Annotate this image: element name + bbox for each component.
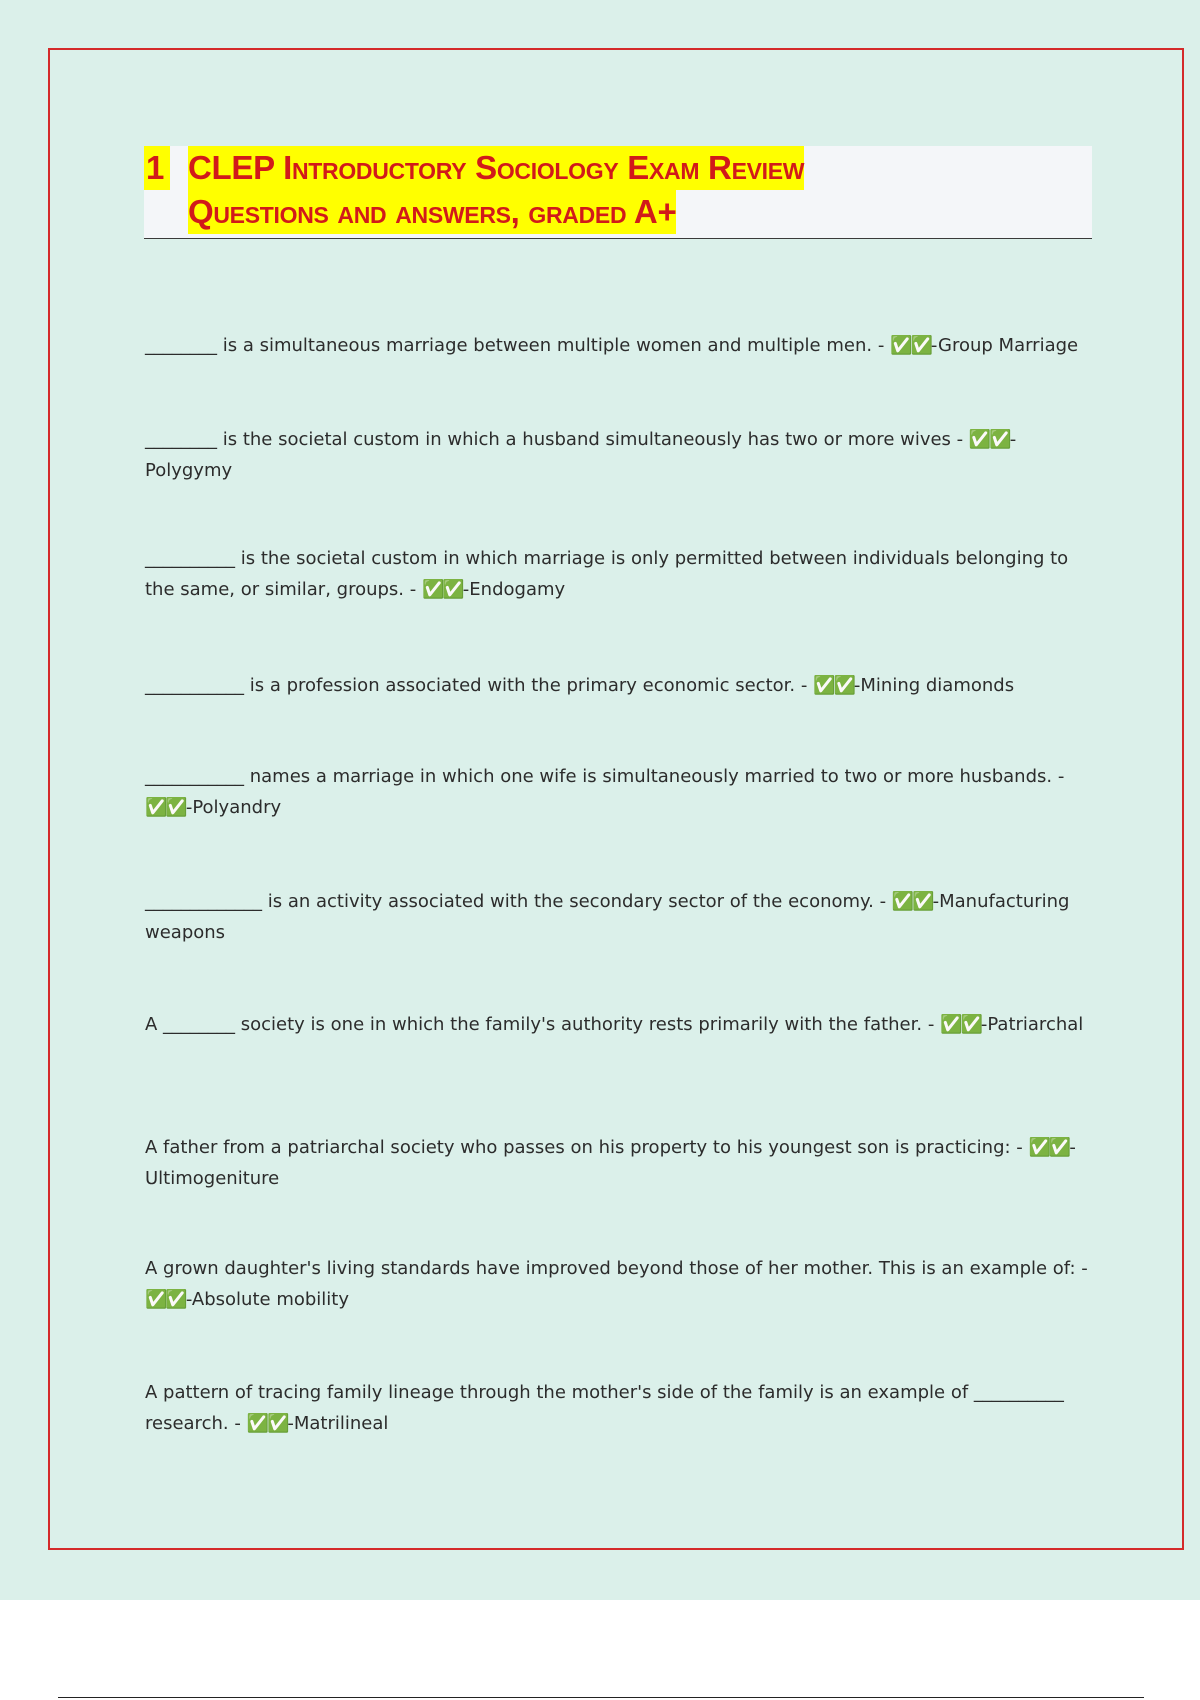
question-text: ___________ names a marriage in which one wife is simultaneously married to two or more husbands. -: [145, 766, 1065, 787]
answer-text: -Polygymy: [145, 429, 1017, 481]
qa-item: [145, 330, 1095, 361]
qa-item: [145, 1132, 1095, 1194]
document-title: [144, 146, 1092, 239]
question-text: ___________ is a profession associated with the primary economic sector. -: [145, 675, 814, 696]
footer-rule: [58, 1697, 1144, 1698]
question-text: __________ is the societal custom in which marriage is only permitted between individuals belonging to the same, or similar, groups. -: [145, 548, 1069, 600]
qa-item: [145, 886, 1095, 948]
question-text: A ________ society is one in which the family's authority rests primarily with the father. -: [145, 1014, 941, 1035]
double-check-icon: ✅✅: [891, 891, 933, 912]
title-line-1: CLEP Introductory Sociology Exam Review: [188, 146, 804, 190]
answer-text: -Matrilineal: [287, 1413, 389, 1434]
answer-text: -Absolute mobility: [185, 1289, 350, 1310]
question-text: ________ is a simultaneous marriage between multiple women and multiple men. -: [145, 335, 891, 356]
answer-text: -Manufacturing weapons: [145, 891, 1070, 943]
answer-text: -Endogamy: [462, 579, 566, 600]
double-check-icon: ✅✅: [940, 1014, 981, 1035]
answer-text: -Polyandry: [185, 797, 282, 818]
double-check-icon: ✅✅: [968, 429, 1010, 450]
double-check-icon: ✅✅: [421, 579, 463, 600]
double-check-icon: ✅✅: [890, 335, 931, 356]
answer-text: -Mining diamonds: [853, 675, 1015, 696]
qa-item: [145, 670, 1095, 701]
question-text: A pattern of tracing family lineage through the mother's side of the family is an example of __________ research. -: [145, 1382, 1064, 1434]
title-line-2: Questions and answers, graded A+: [188, 190, 676, 234]
qa-item: [145, 543, 1095, 605]
qa-item: [145, 1009, 1095, 1040]
answer-text: -Patriarchal: [980, 1014, 1084, 1035]
qa-item: [145, 761, 1095, 823]
question-text: ________ is the societal custom in which a husband simultaneously has two or more wives -: [145, 429, 969, 450]
qa-item: [145, 424, 1095, 486]
heading-number: 1: [144, 146, 170, 190]
answer-text: -Ultimogeniture: [145, 1137, 1076, 1189]
question-text: A grown daughter's living standards have improved beyond those of her mother. This is an example of: -: [145, 1258, 1088, 1279]
double-check-icon: ✅✅: [145, 797, 186, 818]
answer-text: -Group Marriage: [930, 335, 1079, 356]
double-check-icon: ✅✅: [813, 675, 854, 696]
question-text: _____________ is an activity associated with the secondary sector of the economy. -: [145, 891, 892, 912]
qa-item: [145, 1377, 1095, 1439]
double-check-icon: ✅✅: [145, 1289, 186, 1310]
question-text: A father from a patriarchal society who passes on his property to his youngest son is practicing: -: [145, 1137, 1029, 1158]
qa-item: [145, 1253, 1095, 1315]
double-check-icon: ✅✅: [246, 1413, 288, 1434]
double-check-icon: ✅✅: [1028, 1137, 1070, 1158]
